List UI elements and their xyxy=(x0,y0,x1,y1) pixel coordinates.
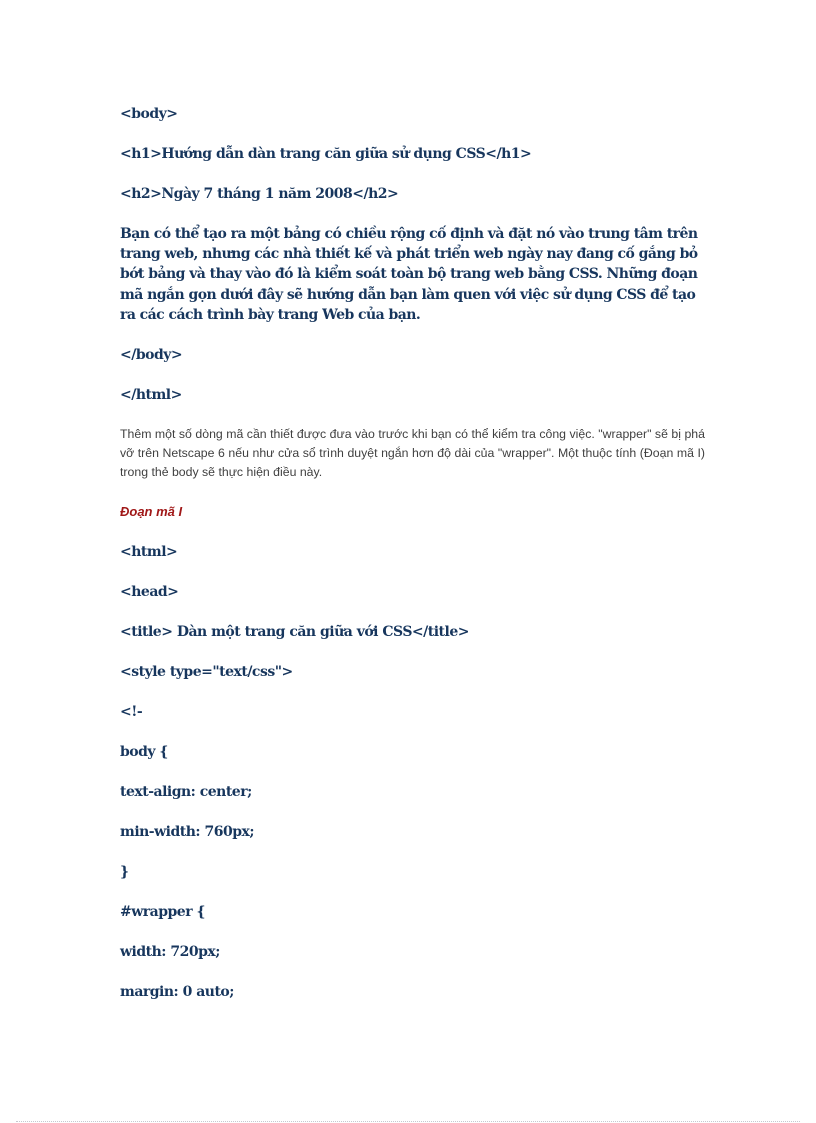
code-line-body-open: <body> xyxy=(120,106,178,122)
code-line: <style type="text/css"> xyxy=(120,664,293,681)
code-line: <head> xyxy=(120,584,179,601)
code-line-h1: <h1>Hướng dẫn dàn trang căn giữa sử dụng CSS</h1> xyxy=(120,146,532,162)
code-line: min-width: 760px; xyxy=(120,824,254,841)
code-line: body { xyxy=(120,744,168,761)
intro-paragraph: Bạn có thể tạo ra một bảng có chiều rộng cố định và đặt nó vào trung tâm trên trang web, nhưng các nhà thiết kế và phát triển web ngày nay đang cố gắng bỏ bớt bảng và thay vào đó là kiểm soát toàn bộ trang web bằng CSS. Những đoạn mã ngắn gọn dưới đây sẽ hướng dẫn bạn làm quen với việc sử dụng CSS để tạo ra các cách trình bày trang Web của bạn. xyxy=(120,226,698,323)
code-line-html-close: </html> xyxy=(120,387,182,404)
code-line: <!- xyxy=(120,704,143,721)
page-bottom-divider xyxy=(16,1121,800,1122)
section-heading: Đoạn mã I xyxy=(120,504,183,520)
code-line: width: 720px; xyxy=(120,944,220,961)
code-line: #wrapper { xyxy=(120,904,205,921)
code-line: margin: 0 auto; xyxy=(120,984,234,1001)
code-line: <title> Dàn một trang căn giữa với CSS</title> xyxy=(120,624,469,641)
code-line-h2: <h2>Ngày 7 tháng 1 năm 2008</h2> xyxy=(120,186,399,202)
code-line-body-close: </body> xyxy=(120,347,183,364)
code-line: } xyxy=(120,864,129,881)
code-line: <html> xyxy=(120,544,178,561)
page-content xyxy=(120,104,705,1022)
note-paragraph: Thêm một số dòng mã cần thiết được đưa vào trước khi bạn có thể kiểm tra công việc. "wrapper" sẽ bị phá vỡ trên Netscape 6 nếu như cửa sổ trình duyệt ngắn hơn độ dài của "wrapper". Một thuộc tính (Đoạn mã I) trong thẻ body sẽ thực hiện điều này. xyxy=(120,427,705,480)
code-line: text-align: center; xyxy=(120,784,252,801)
